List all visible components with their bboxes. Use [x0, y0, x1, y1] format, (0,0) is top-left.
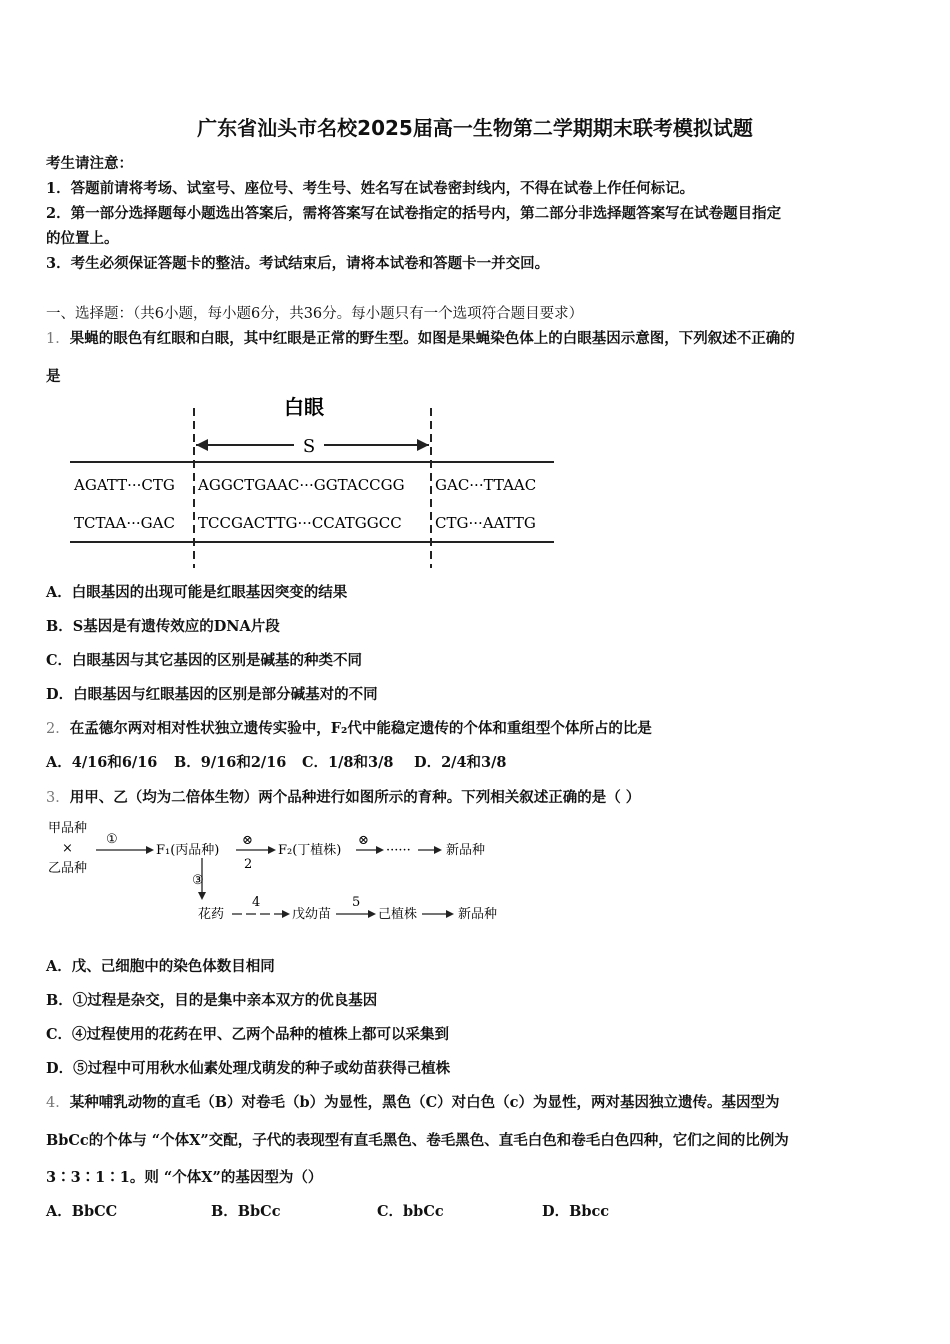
- q4-number: 4．: [46, 1095, 70, 1111]
- arrowhead-step-3: [198, 892, 206, 900]
- new-variety-2-label: 新品种: [458, 907, 498, 922]
- new-variety-1-label: 新品种: [446, 843, 486, 858]
- q2-options: [46, 751, 908, 772]
- q1-option-c: C．白眼基因与其它基因的区别是碱基的种类不同: [46, 652, 363, 669]
- q1-option-b: B．S基因是有遗传效应的DNA片段: [46, 618, 280, 635]
- q4-option-b: B．BbCc: [211, 1203, 281, 1220]
- arrowhead-step-4: [282, 910, 290, 918]
- q4-stem-text: 某种哺乳动物的直毛（B）对卷毛（b）为显性，黑色（C）对白色（c）为显性，两对基因独立遗传。基因型为: [69, 1094, 780, 1111]
- arrowhead-step-2: [268, 846, 276, 854]
- q4-stem-cont-1: BbCc的个体与 “个体X”交配，子代的表现型有直毛黑色、卷毛黑色、直毛白色和卷毛白色四种，它们之间的比例为: [46, 1132, 789, 1149]
- exam-title: 广东省汕头市名校2025届高一生物第二学期期末联考模拟试题: [197, 116, 753, 140]
- q3-option-d: D．⑤过程中可用秋水仙素处理戊萌发的种子或幼苗获得己植株: [46, 1060, 451, 1077]
- arrowhead-right: [417, 439, 429, 451]
- q4-option-d: D．Bbcc: [542, 1203, 610, 1220]
- bottom-strand-middle: TCCGACTTG···CCATGGCC: [198, 514, 402, 532]
- section-heading: 一、选择题：（共6小题，每小题6分，共36分。每小题只有一个选项符合题目要求）: [46, 306, 584, 322]
- step-4-label: 4: [252, 895, 261, 910]
- step-1-label: ①: [106, 832, 118, 847]
- q2-option-a: A．4/16和6/16: [46, 754, 158, 771]
- seedling-label: 戊幼苗: [292, 907, 332, 922]
- q1-stem: [46, 327, 908, 348]
- bottom-strand-right: CTG···AATTG: [435, 514, 536, 532]
- q3-stem: [46, 786, 908, 807]
- notice-item-3: 3．考生必须保证答题卡的整洁。考试结束后，请将本试卷和答题卡一并交回。: [46, 255, 550, 272]
- step-5-label: 5: [352, 895, 361, 910]
- q2-option-d: D．2/4和3/8: [414, 754, 507, 771]
- arrowhead-self-2: [376, 846, 384, 854]
- parent-1-label: 甲品种: [48, 821, 88, 836]
- q1-stem-text: 果蝇的眼色有红眼和白眼，其中红眼是正常的野生型。如图是果蝇染色体上的白眼基因示意图，下列叙述不正确的: [69, 330, 795, 347]
- continuation-dots: ······: [386, 843, 411, 858]
- q1-gene-figure: [66, 390, 558, 570]
- q4-stem: [46, 1091, 908, 1112]
- notice-heading: 考生请注意：: [46, 155, 133, 172]
- q1-option-d: D．白眼基因与红眼基因的区别是部分碱基对的不同: [46, 686, 378, 703]
- q3-option-c: C．④过程使用的花药在甲、乙两个品种的植株上都可以采集到: [46, 1026, 450, 1043]
- q1-number: 1．: [46, 331, 70, 347]
- q2-stem-text: 在孟德尔两对相对性状独立遗传实验中，F₂代中能稳定遗传的个体和重组型个体所占的比是: [69, 720, 652, 737]
- top-strand-right: GAC···TTAAC: [435, 476, 537, 494]
- arrowhead-to-new-2: [446, 910, 454, 918]
- q1-stem-cont: 是: [46, 368, 61, 385]
- q2-option-b: B．9/16和2/16: [174, 754, 287, 771]
- q4-option-c: C．bbCc: [377, 1203, 444, 1220]
- gene-label: 白眼: [284, 395, 324, 419]
- arrowhead-left: [196, 439, 208, 451]
- q3-option-b: B．①过程是杂交，目的是集中亲本双方的优良基因: [46, 992, 378, 1009]
- q4-option-a: A．BbCC: [46, 1203, 118, 1220]
- segment-label: S: [302, 436, 316, 457]
- arrowhead-to-new-1: [434, 846, 442, 854]
- step-2-label: 2: [244, 857, 253, 872]
- q3-stem-text: 用甲、乙（均为二倍体生物）两个品种进行如图所示的育种。下列相关叙述正确的是（ ）: [69, 789, 641, 806]
- notice-item-1: 1．答题前请将考场、试室号、座位号、考生号、姓名写在试卷密封线内，不得在试卷上作任何标记。: [46, 180, 695, 197]
- step-3-label: ③: [192, 873, 204, 888]
- q3-number: 3．: [46, 790, 70, 806]
- arrowhead-step-1: [146, 846, 154, 854]
- q2-option-c: C．1/8和3/8: [302, 754, 394, 771]
- f2-label: F₂(丁植株): [278, 843, 342, 858]
- plant-label: 己植株: [378, 907, 418, 922]
- self-cross-symbol-1: ⊗: [242, 833, 253, 848]
- q1-option-a: A．白眼基因的出现可能是红眼基因突变的结果: [46, 584, 348, 601]
- notice-item-2-cont: 的位置上。: [46, 230, 119, 247]
- q4-stem-cont-2: 3∶3∶1∶1。则 “个体X”的基因型为（）: [46, 1169, 323, 1186]
- anther-label: 花药: [198, 907, 225, 922]
- self-cross-symbol-2: ⊗: [358, 833, 369, 848]
- top-strand-middle: AGGCTGAAC···GGTACCGG: [198, 476, 405, 494]
- notice-item-2: 2．第一部分选择题每小题选出答案后，需将答案写在试卷指定的括号内，第二部分非选择题答案写在试卷题目指定: [46, 205, 782, 222]
- top-strand-left: AGATT···CTG: [74, 476, 175, 494]
- arrowhead-step-5: [368, 910, 376, 918]
- q4-options: [46, 1200, 908, 1221]
- f1-label: F₁(丙品种): [156, 843, 220, 858]
- bottom-strand-left: TCTAA···GAC: [74, 514, 175, 532]
- cross-symbol: ×: [62, 841, 73, 856]
- q3-option-a: A．戊、己细胞中的染色体数目相同: [46, 958, 275, 975]
- q2-stem: [46, 717, 908, 738]
- q3-breeding-figure: [46, 812, 516, 934]
- parent-2-label: 乙品种: [48, 861, 88, 876]
- q2-number: 2．: [46, 721, 70, 737]
